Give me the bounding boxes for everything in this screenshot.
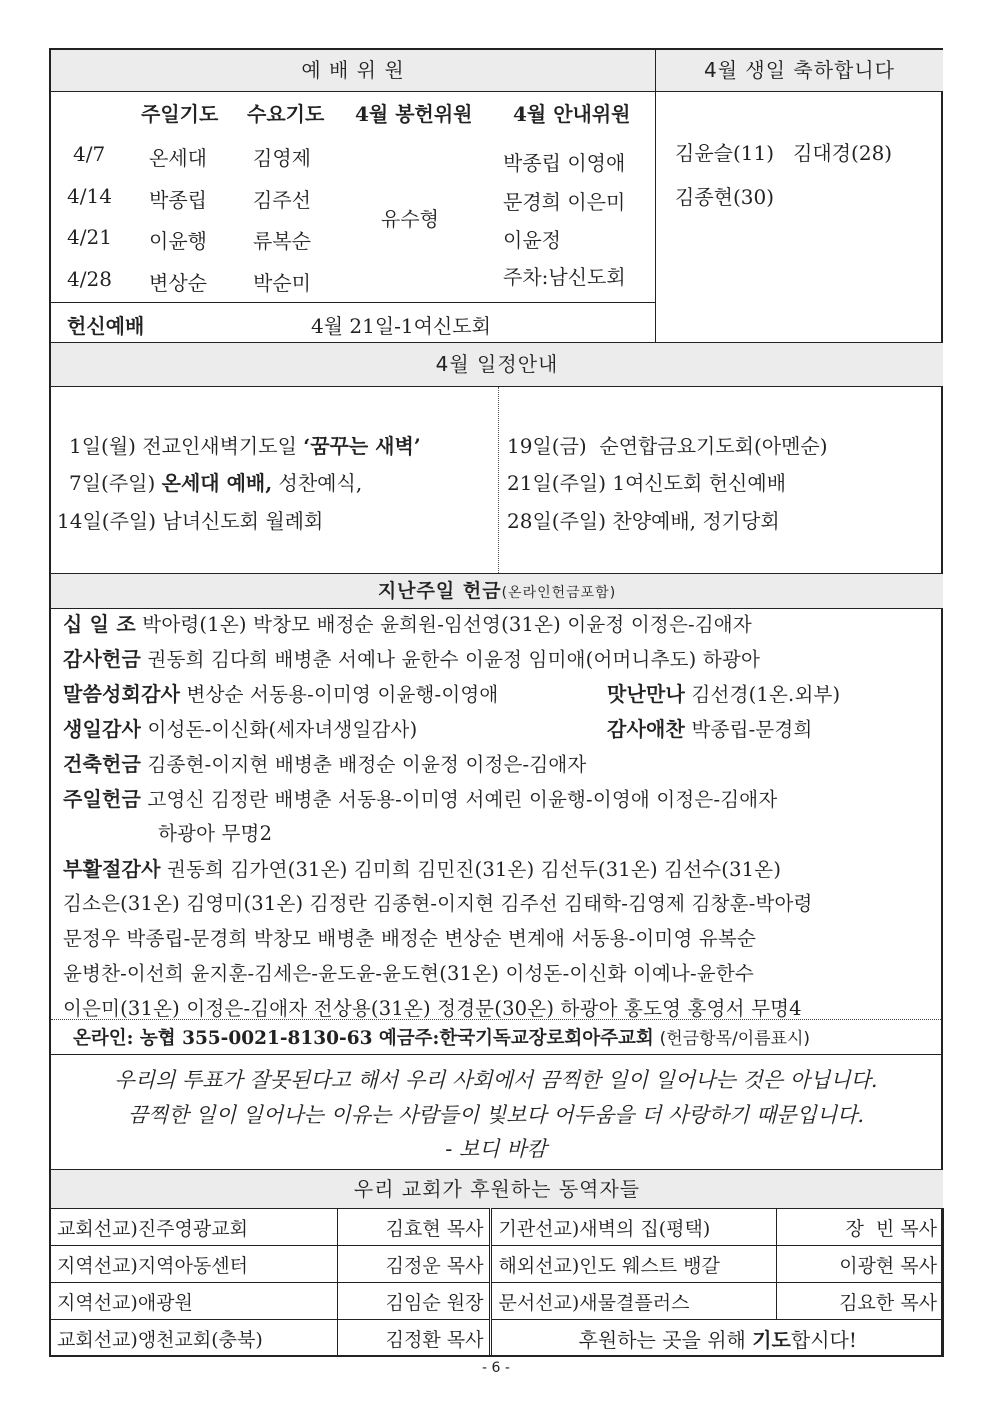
worship-header bbox=[51, 50, 656, 92]
support-person: 장 빈 목사 bbox=[777, 1209, 944, 1246]
col-sunday-prayer: 주일기도 bbox=[141, 102, 219, 126]
birthday-line: 김윤슬(11) 김대경(28) bbox=[675, 141, 893, 165]
offering-birthday: 생일감사 이성돈-이신화(세자녀생일감사) bbox=[63, 717, 418, 741]
offering-easter-cont: 문정우 박종립-문경희 박창모 배병춘 배정순 변상순 변계애 서동용-이미영 유복순 bbox=[63, 927, 756, 950]
schedule-item: 19일(금) 순연합금요기도회(아멘순) bbox=[507, 434, 828, 458]
support-header bbox=[51, 1169, 943, 1209]
support-person: 김정환 목사 bbox=[337, 1320, 491, 1357]
birthday-line: 김종현(30) bbox=[675, 185, 775, 209]
offering-bible: 말씀성회감사 변상순 서동용-이미영 이윤행-이영애 bbox=[63, 682, 499, 706]
col-ushers: 4월 안내위원 bbox=[513, 102, 631, 126]
support-table bbox=[50, 1208, 944, 1357]
offering-sunday: 주일헌금 고영신 김정란 배병춘 서동용-이미영 서예린 이윤행-이영애 이정은-김애자 bbox=[63, 787, 778, 811]
birthday-header-text: 4월 생일 축하합니다 bbox=[704, 58, 895, 82]
row-date: 4/14 bbox=[67, 184, 112, 208]
table-row bbox=[51, 1209, 944, 1246]
schedule-item: 1일(월) 전교인새벽기도일 ‘꿈꾸는 새벽’ bbox=[69, 434, 421, 458]
support-org: 지역선교)애광원 bbox=[51, 1283, 338, 1320]
offering-header-text: 지난주일 헌금 bbox=[377, 580, 502, 602]
schedule-header-text: 4월 일정안내 bbox=[435, 352, 559, 376]
schedule-item: 21일(주일) 1여신도회 헌신예배 bbox=[507, 471, 787, 495]
offering-sunday-cont: 하광아 무명2 bbox=[158, 822, 273, 845]
support-person: 김임순 원장 bbox=[337, 1283, 491, 1320]
schedule-item: 7일(주일) 온세대 예배, 성찬예식, bbox=[69, 471, 363, 495]
support-org: 기관선교)새벽의 집(평택) bbox=[491, 1209, 777, 1246]
offering-build: 건축헌금 김종현-이지현 배병춘 배정순 이윤정 이정은-김애자 bbox=[63, 752, 587, 776]
offering-header bbox=[51, 573, 943, 609]
support-org: 해외선교)인도 웨스트 뱅갈 bbox=[491, 1246, 777, 1283]
online-account-note: (헌금항목/이름표시) bbox=[659, 1029, 811, 1049]
support-org: 교회선교)진주영광교회 bbox=[51, 1209, 338, 1246]
table-row bbox=[51, 1246, 944, 1283]
support-person: 김요한 목사 bbox=[777, 1283, 944, 1320]
row-sunday: 이윤행 bbox=[149, 229, 207, 253]
support-person: 이광현 목사 bbox=[777, 1246, 944, 1283]
quote-line: 끔찍한 일이 일어나는 이유는 사람들이 빛보다 어두움을 더 사랑하기 때문입니다. bbox=[127, 1103, 865, 1127]
support-org: 지역선교)지역아동센터 bbox=[51, 1246, 338, 1283]
row-sunday: 변상순 bbox=[149, 271, 207, 295]
row-sunday: 박종립 bbox=[149, 188, 207, 212]
offering-header-note: (온라인헌금포함) bbox=[501, 585, 617, 601]
birthday-header bbox=[656, 50, 943, 92]
quote-line: 우리의 투표가 잘못된다고 해서 우리 사회에서 끔찍한 일이 일어나는 것은 아닙니다. bbox=[114, 1068, 878, 1092]
table-row bbox=[51, 1283, 944, 1320]
support-header-text: 우리 교회가 후원하는 동역자들 bbox=[353, 1177, 641, 1201]
dedication-value: 4월 21일-1여신도회 bbox=[311, 314, 491, 338]
support-person: 김효현 목사 bbox=[337, 1209, 491, 1246]
support-org: 교회선교)앵천교회(충북) bbox=[51, 1320, 338, 1357]
offering-praise: 감사애찬 박종립-문경희 bbox=[607, 717, 813, 741]
row-date: 4/21 bbox=[67, 225, 112, 249]
offering-easter-cont: 윤병찬-이선희 윤지훈-김세은-윤도윤-윤도현(31온) 이성돈-이신화 이예나-윤한수 bbox=[63, 962, 754, 985]
bulletin-page bbox=[49, 48, 943, 1357]
quote-author: - 보디 바캄 bbox=[445, 1137, 547, 1161]
row-date: 4/28 bbox=[67, 267, 112, 291]
table-row bbox=[51, 1320, 944, 1357]
offering-easter-cont: 이은미(31온) 이정은-김애자 전상용(31온) 정경문(30온) 하광아 홍도영 홍영서 무명4 bbox=[63, 997, 802, 1020]
support-org: 문서선교)새물결플러스 bbox=[491, 1283, 777, 1320]
support-person: 김정운 목사 bbox=[337, 1246, 491, 1283]
schedule-item: 28일(주일) 찬양예배, 정기당회 bbox=[507, 509, 780, 533]
offering-member: 유수형 bbox=[381, 207, 439, 231]
usher-line: 문경희 이은미 bbox=[503, 190, 626, 214]
row-wednesday: 류복순 bbox=[253, 229, 311, 253]
offering-easter-cont: 김소은(31온) 김영미(31온) 김정란 김종현-이지현 김주선 김태학-김영제 김창훈-박아령 bbox=[63, 892, 813, 915]
row-wednesday: 김영제 bbox=[253, 146, 311, 170]
usher-line: 박종립 이영애 bbox=[503, 151, 626, 175]
offering-tasty: 맛난만나 김선경(1온.외부) bbox=[607, 682, 841, 706]
row-date: 4/7 bbox=[73, 142, 106, 166]
worship-header-text: 예 배 위 원 bbox=[301, 58, 405, 82]
online-account-text: 온라인: 농협 355-0021-8130-63 예금주:한국기독교장로회아주교회 bbox=[73, 1028, 654, 1049]
row-wednesday: 박순미 bbox=[253, 271, 311, 295]
schedule-header bbox=[51, 342, 943, 387]
row-sunday: 온세대 bbox=[149, 146, 207, 170]
offering-thanks: 감사헌금 권동희 김다희 배병춘 서예나 윤한수 이윤정 임미애(어머니추도) 하광아 bbox=[63, 647, 760, 671]
col-offering-member: 4월 봉헌위원 bbox=[355, 102, 473, 126]
dedication-label: 헌신예배 bbox=[67, 314, 145, 338]
page-number: - 6 - bbox=[482, 1360, 510, 1376]
row-wednesday: 김주선 bbox=[253, 188, 311, 212]
offering-tithe: 십 일 조 박아령(1온) 박창모 배정순 윤희원-임선영(31온) 이윤정 이정은-김애자 bbox=[63, 612, 752, 636]
col-wednesday-prayer: 수요기도 bbox=[247, 102, 325, 126]
support-prayer: 후원하는 곳을 위해 기도합시다! bbox=[491, 1320, 944, 1357]
online-account bbox=[73, 1024, 810, 1050]
usher-line: 이윤정 bbox=[503, 228, 561, 252]
offering-easter: 부활절감사 권동희 김가연(31온) 김미희 김민진(31온) 김선두(31온) 김선수(31온) bbox=[63, 857, 782, 881]
schedule-item: 14일(주일) 남녀신도회 월례회 bbox=[57, 509, 324, 533]
usher-line: 주차:남신도회 bbox=[503, 265, 626, 289]
